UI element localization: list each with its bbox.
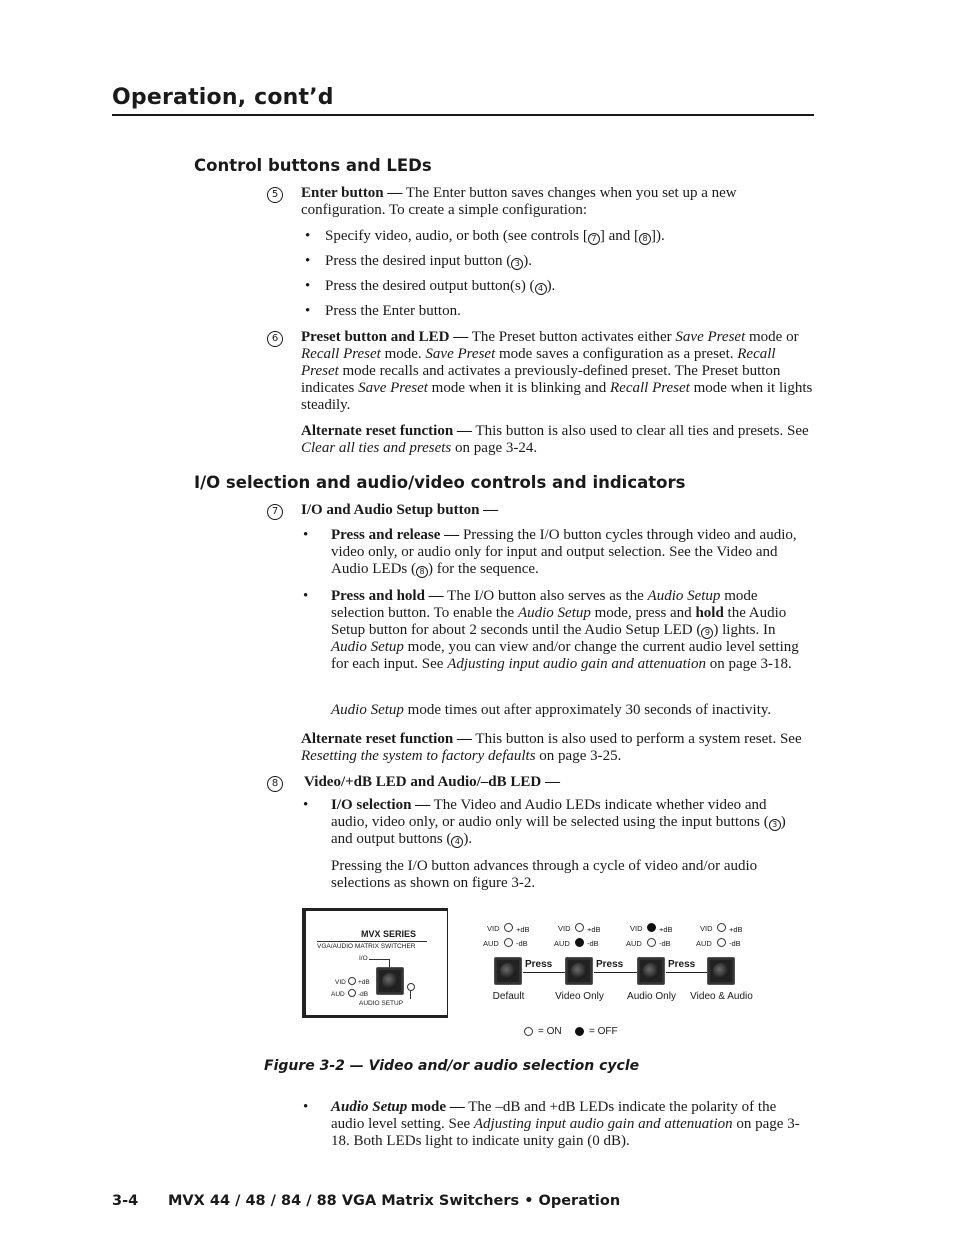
state-plusdb-label: +dB <box>516 925 530 934</box>
press-hold-paragraph: Press and hold — The I/O button also serves as the Audio Setup mode selection button. To enable the Audio Setup mode, press and hold the Audio Setup button for about 2 seconds until the Audio Setup LED ( 9 ) lights. In Audio Setup mode, you can view and/or change the current audio level setting for each input. See Adjusting input audio gain and attenuation on page 3-18. <box>331 588 799 672</box>
panel-edge <box>302 908 306 1018</box>
panel-minusdb-label: -dB <box>358 991 369 998</box>
state-vid-label: VID <box>558 924 571 933</box>
page-title: Operation, cont’d <box>112 85 334 110</box>
enter-button-paragraph: Enter button — The Enter button saves changes when you set up a new configuration. To create a simple configuration: <box>301 185 737 218</box>
bullet: • <box>305 253 311 269</box>
state-aud-label: AUD <box>626 939 642 948</box>
state-vid-label: VID <box>487 924 500 933</box>
state-aud-led-icon <box>504 938 513 947</box>
legend-off-label: = OFF <box>589 1026 618 1037</box>
footer-title: MVX 44 / 48 / 84 / 88 VGA Matrix Switchers • Operation <box>168 1193 621 1209</box>
state-io-button-icon <box>494 957 522 985</box>
bullet: • <box>303 797 309 813</box>
state-label: Default <box>492 991 525 1002</box>
bullet: • <box>305 278 311 294</box>
list-item: Press the desired input button ( 3 ). <box>325 253 532 269</box>
panel-subtitle: VGA/AUDIO MATRIX SWITCHER <box>317 943 416 950</box>
state-minusdb-label: -dB <box>516 939 528 948</box>
state-aud-led-icon <box>575 938 584 947</box>
state-vid-led-icon <box>717 923 726 932</box>
io-selection-paragraph: I/O selection — The Video and Audio LEDs indicate whether video and audio, video only, or audio only will be selected using the input buttons ( 3 ) and output buttons ( 4 ). <box>331 797 786 847</box>
state-minusdb-label: -dB <box>659 939 671 948</box>
panel-audio-setup-led-icon <box>407 983 415 991</box>
press-label: Press <box>596 959 624 970</box>
press-release-paragraph: Press and release — Pressing the I/O button cycles through video and audio, video only, or audio only for input and output selection. See the Video and Audio LEDs ( 8 ) for the sequence. <box>331 527 797 577</box>
list-item: Press the desired output button(s) ( 4 ). <box>325 278 556 294</box>
led-heading: Video/+dB LED and Audio/–dB LED — <box>304 774 560 790</box>
bullet: • <box>305 303 311 319</box>
panel-io-line <box>389 959 390 967</box>
bullet: • <box>303 527 309 543</box>
audio-setup-timeout: Audio Setup mode times out after approximately 30 seconds of inactivity. <box>331 702 772 718</box>
figure-caption: Figure 3-2 — Video and/or audio selection cycle <box>264 1058 640 1074</box>
state-plusdb-label: +dB <box>729 925 743 934</box>
press-arrow-line <box>666 972 707 973</box>
state-aud-label: AUD <box>696 939 712 948</box>
state-vid-label: VID <box>700 924 713 933</box>
panel-series-label: MVX SERIES <box>361 929 417 939</box>
state-io-button-icon <box>637 957 665 985</box>
section-heading-io-selection: I/O selection and audio/video controls and indicators <box>194 473 686 492</box>
state-minusdb-label: -dB <box>729 939 741 948</box>
state-vid-label: VID <box>630 924 643 933</box>
list-item: Specify video, audio, or both (see controls [ 7 ] and [ 8 ]). <box>325 228 665 244</box>
state-plusdb-label: +dB <box>587 925 601 934</box>
panel-divider <box>317 941 427 942</box>
state-aud-led-icon <box>647 938 656 947</box>
preset-alternate-reset: Alternate reset function — This button is also used to clear all ties and presets. See Clear all ties and presets on page 3-24. <box>301 423 809 456</box>
state-plusdb-label: +dB <box>659 925 673 934</box>
footer-page-number: 3-4 <box>112 1193 139 1209</box>
panel-aud-label: AUD <box>331 991 345 998</box>
audio-setup-mode-paragraph: Audio Setup mode — The –dB and +dB LEDs indicate the polarity of the audio level setting. See Adjusting input audio gain and attenuation on page 3-18. Both LEDs light to indicate unity gain (0 dB). <box>331 1099 800 1149</box>
front-panel-illustration <box>302 908 448 1018</box>
state-vid-led-icon <box>575 923 584 932</box>
state-io-button-icon <box>707 957 735 985</box>
legend-on-label: = ON <box>538 1026 562 1037</box>
state-minusdb-label: -dB <box>587 939 599 948</box>
state-io-button-icon <box>565 957 593 985</box>
io-button-heading: I/O and Audio Setup button — <box>301 502 499 518</box>
bullet: • <box>305 228 311 244</box>
header-rule <box>112 114 814 116</box>
state-aud-label: AUD <box>554 939 570 948</box>
io-cycle-paragraph: Pressing the I/O button advances through a cycle of video and/or audio selections as shown on figure 3-2. <box>331 858 758 891</box>
selection-cycle-diagram <box>470 918 770 1043</box>
io-alternate-reset: Alternate reset function — This button is also used to perform a system reset. See Resetting the system to factory defaults on page 3-25. <box>301 731 802 764</box>
press-arrow-line <box>523 972 565 973</box>
preset-button-paragraph: Preset button and LED — The Preset button activates either Save Preset mode or Recall Preset mode. Save Preset mode saves a configuration as a preset. Recall Preset mode recalls and activates a previously-defined preset. The Preset button indicates Save Preset mode when it is blinking and Recall Preset mode when it lights steadily. <box>301 329 813 413</box>
bullet: • <box>303 588 309 604</box>
bullet: • <box>303 1099 309 1115</box>
panel-io-line <box>369 959 389 960</box>
state-label: Video Only <box>555 991 604 1002</box>
panel-vid-label: VID <box>335 979 346 986</box>
legend-off-led-icon <box>575 1027 584 1036</box>
state-aud-led-icon <box>717 938 726 947</box>
panel-audio-setup-label: AUDIO SETUP <box>359 1000 404 1007</box>
press-label: Press <box>525 959 553 970</box>
panel-io-label: I/O <box>359 955 368 962</box>
list-item: Press the Enter button. <box>325 303 461 319</box>
press-arrow-line <box>594 972 637 973</box>
state-vid-led-icon <box>647 923 656 932</box>
panel-audio-setup-line <box>410 991 411 999</box>
callout-7: 7 <box>267 504 283 520</box>
section-heading-control-buttons: Control buttons and LEDs <box>194 156 432 175</box>
press-label: Press <box>668 959 696 970</box>
state-vid-led-icon <box>504 923 513 932</box>
callout-5: 5 <box>267 187 283 203</box>
state-label: Video & Audio <box>690 991 753 1002</box>
panel-plusdb-label: +dB <box>358 979 370 986</box>
legend-on-led-icon <box>524 1027 533 1036</box>
state-aud-label: AUD <box>483 939 499 948</box>
panel-vid-led-icon <box>348 977 356 985</box>
panel-aud-led-icon <box>348 989 356 997</box>
state-label: Audio Only <box>627 991 676 1002</box>
callout-8: 8 <box>267 776 283 792</box>
callout-6: 6 <box>267 331 283 347</box>
panel-io-button-icon <box>376 967 404 995</box>
